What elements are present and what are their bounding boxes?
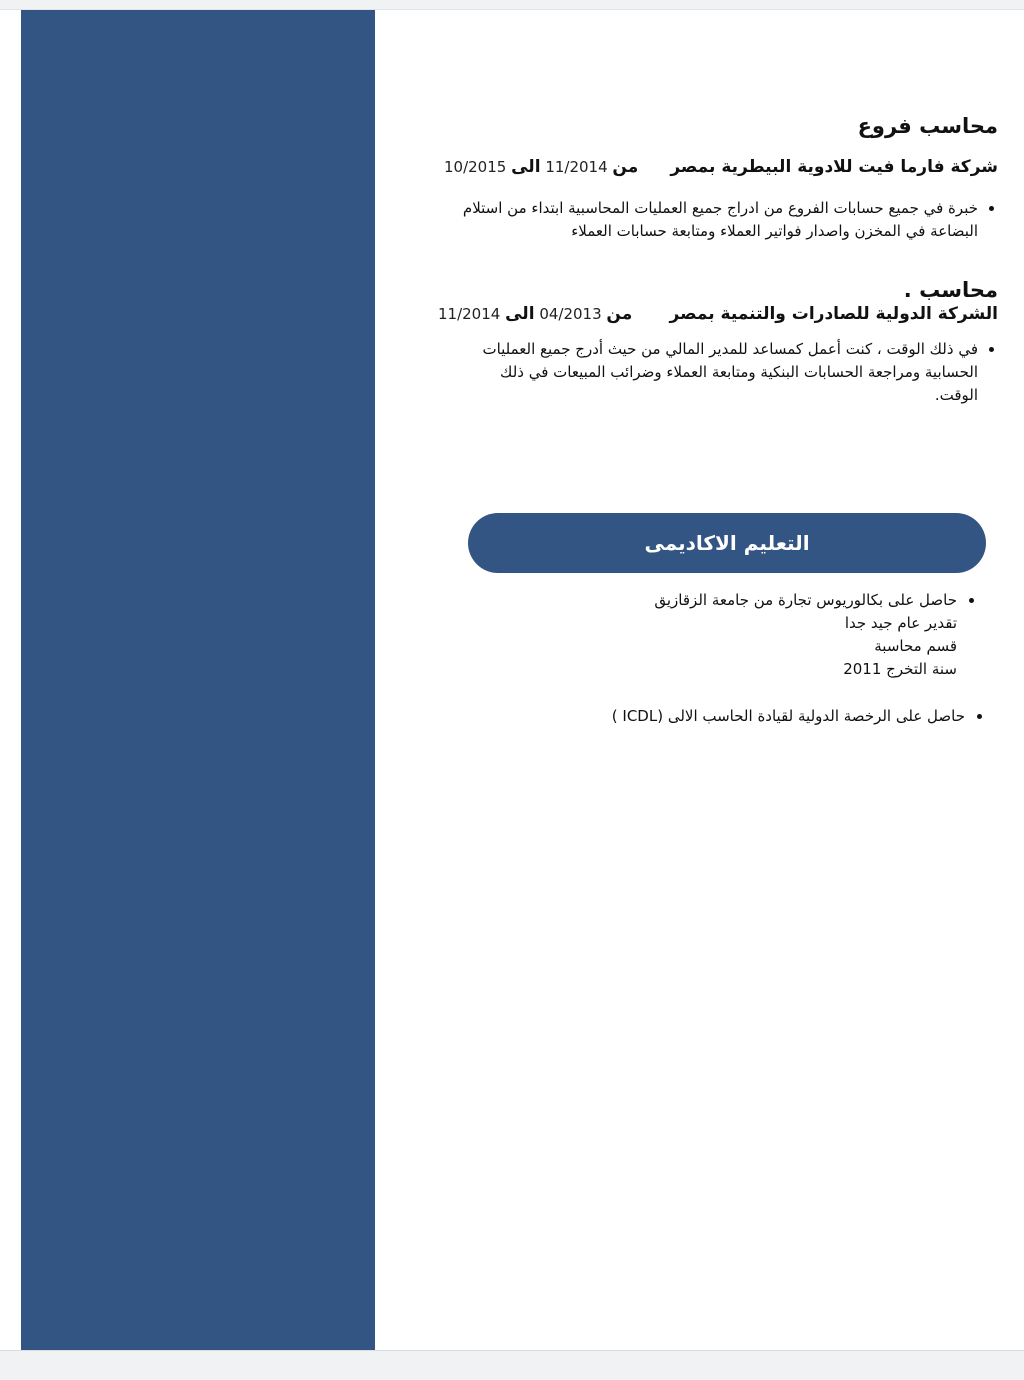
degree-line: قسم محاسبة [874,637,957,655]
degree-line: حاصل على بكالوريوس تجارة من جامعة الزقازيق [654,591,957,609]
job-period [438,304,632,324]
company-name: شركة فارما فيت للادوية البيطرية بمصر [670,157,998,177]
sidebar-panel [21,10,375,1350]
degree-item [577,589,957,681]
education-section-header: التعليم الاكاديمى [468,513,986,573]
to-date: 10/2015 [444,158,507,176]
education-list [577,589,957,681]
description-line: البضاعة في المخزن واصدار فواتير العملاء ومتابعة حسابات العملاء [571,222,978,240]
description-line: الحسابية ومراجعة الحسابات البنكية ومتابعة العملاء وضرائب المبيعات في ذلك [500,363,978,381]
job-description [448,338,998,407]
job-period [444,157,638,177]
degree-line: تقدير عام جيد جدا [844,614,957,632]
from-date: 11/2014 [545,158,608,176]
top-page-gap [0,0,1024,10]
job-title: محاسب . [903,278,998,302]
to-label: الى [511,157,541,177]
from-label: من [612,157,639,177]
to-date: 11/2014 [438,305,501,323]
description-item [448,197,978,243]
degree-line: سنة التخرج 2011 [843,660,957,678]
description-line: خبرة في جميع حسابات الفروع من ادراج جميع العمليات المحاسبية ابتداء من استلام [462,199,978,217]
certificate-item [545,705,965,728]
main-content [430,10,998,1350]
description-item [448,338,978,407]
job-title: محاسب فروع [857,114,998,138]
certificate-text: حاصل على الرخصة الدولية لقيادة الحاسب الالى (ICDL ) [611,707,965,725]
from-label: من [606,304,633,324]
description-line: الوقت. [934,386,978,404]
description-line: في ذلك الوقت ، كنت أعمل كمساعد للمدير المالي من حيث أدرج جميع العمليات [482,340,978,358]
job-company-line [430,304,998,330]
from-date: 04/2013 [539,305,602,323]
job-description [448,197,998,243]
job-company-line [430,157,998,183]
certificate-list [545,705,965,728]
company-name: الشركة الدولية للصادرات والتنمية بمصر [669,304,998,324]
to-label: الى [505,304,535,324]
bottom-page-gap [0,1350,1024,1380]
resume-page [0,10,1024,1350]
